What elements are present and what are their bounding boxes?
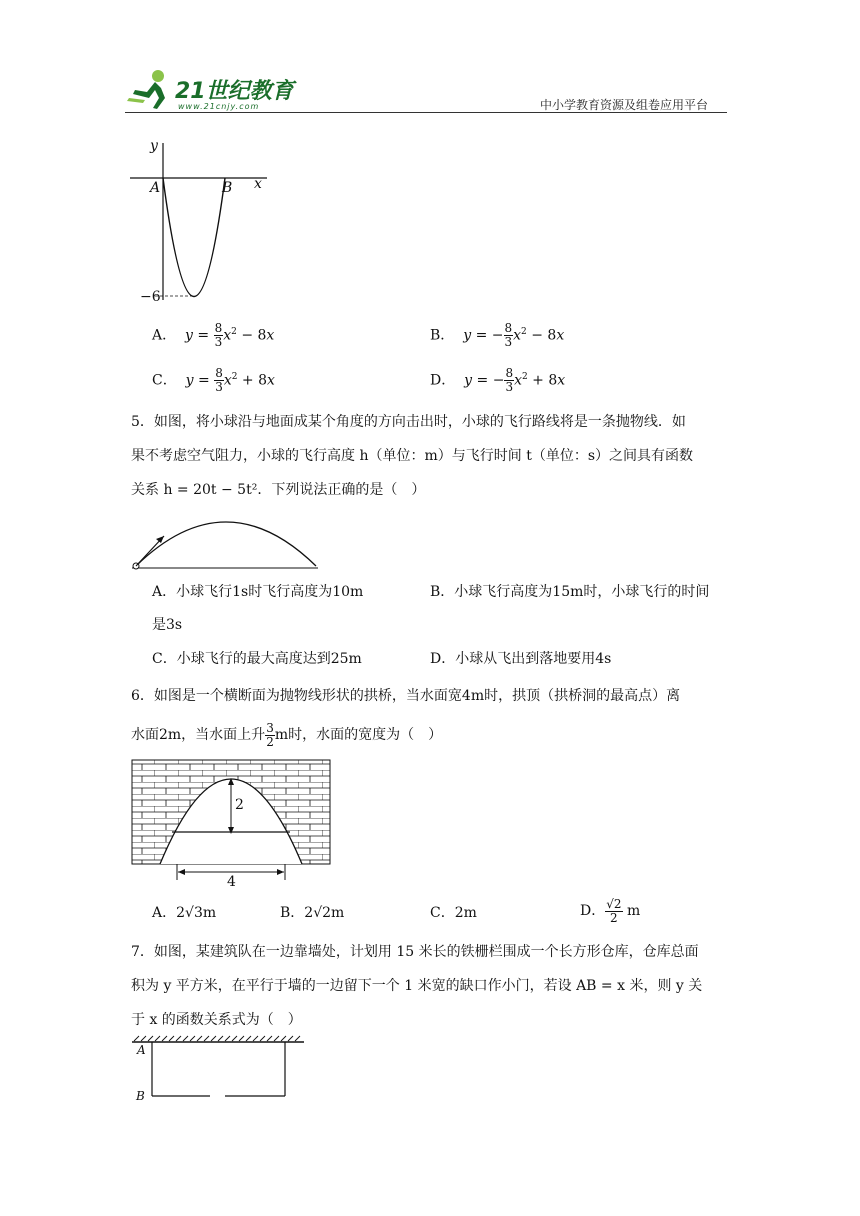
q5-stem-line2: 果不考虑空气阻力，小球的飞行高度 h（单位：m）与飞行时间 t（单位：s）之间具有函数	[131, 448, 694, 464]
q6-stem-line1: 6．如图是一个横断面为抛物线形状的拱桥，当水面宽4m时，拱顶（拱桥洞的最高点）离	[131, 688, 681, 704]
q4-option-b[interactable]: B． y = − $\frac{8}{3}$ $x^2 - 8x$	[430, 321, 565, 349]
q6-option-c[interactable]: C．2m	[430, 905, 477, 921]
q7-stem-line2: 积为 y 平方米，在平行于墙的一边留下一个 1 米宽的缺口作小门，若设 AB = x 米，则 y 关	[131, 978, 703, 994]
q4-min-label: −6	[140, 289, 161, 305]
q5-option-a[interactable]: A．小球飞行1s时飞行高度为10m	[152, 584, 364, 600]
q5-stem-line1: 5．如图，将小球沿与地面成某个角度的方向击出时，小球的飞行路线将是一条抛物线．如	[131, 414, 686, 430]
q7-point-b: B	[136, 1089, 145, 1103]
q5-option-d[interactable]: D．小球从飞出到落地要用4s	[430, 651, 612, 667]
q5-ball-trajectory-figure	[128, 508, 323, 570]
q6-option-a[interactable]: A．2√3m	[152, 905, 217, 921]
logo-main-text: 21世纪教育	[175, 79, 294, 104]
platform-name: 中小学教育资源及组卷应用平台	[540, 98, 709, 112]
q4-x-axis-label: x	[254, 176, 262, 192]
q7-stem-line1: 7．如图，某建筑队在一边靠墙处，计划用 15 米长的铁栅栏围成一个长方形仓库，仓库总面	[131, 944, 699, 960]
q7-point-a: A	[137, 1043, 146, 1057]
header	[120, 60, 730, 116]
q6-arch-bridge-figure	[130, 758, 332, 882]
q4-parabola-graph	[125, 135, 275, 305]
q4-point-b: B	[222, 180, 233, 196]
q6-width-label: 4	[227, 874, 236, 890]
q4-option-c[interactable]: C． y = $\frac{8}{3}$ $x^2 + 8x$	[152, 366, 275, 394]
q6-option-d[interactable]: D． $\frac{√2}{2}$ m	[580, 896, 641, 925]
header-divider	[125, 112, 727, 113]
q4-option-d[interactable]: D． y = − $\frac{8}{3}$ $x^2 + 8x$	[430, 366, 566, 394]
q4-y-axis-label: y	[150, 138, 158, 154]
logo-url-text: www.21cnjy.com	[178, 102, 260, 111]
q6-stem-line2: 水面2m，当水面上升 $\frac{3}{2}$ m时，水面的宽度为（ ）	[131, 720, 443, 749]
q6-option-b[interactable]: B．2√2m	[280, 905, 345, 921]
q5-option-c[interactable]: C．小球飞行的最大高度达到25m	[152, 651, 362, 667]
q5-option-b[interactable]: B．小球飞行高度为15m时，小球飞行的时间	[430, 584, 710, 600]
q5-stem-line3: 关系 h = 20t − 5t²．下列说法正确的是（ ）	[131, 482, 426, 498]
q6-height-label: 2	[235, 797, 244, 813]
q5-option-b-cont: 是3s	[152, 617, 183, 633]
q7-stem-line3: 于 x 的函数关系式为（ ）	[131, 1012, 302, 1028]
q4-option-a[interactable]: A． y = $\frac{8}{3}$ $x^2 - 8x$	[152, 321, 275, 349]
logo-runner-icon	[125, 68, 177, 110]
q7-warehouse-figure	[130, 1034, 308, 1104]
q4-point-a: A	[150, 180, 161, 196]
